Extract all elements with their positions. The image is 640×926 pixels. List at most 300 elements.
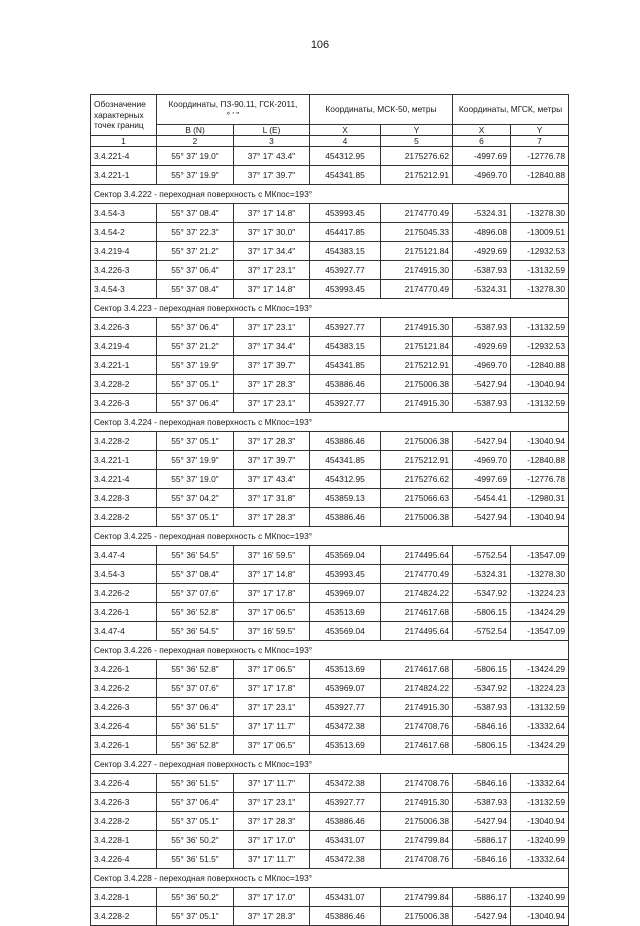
section-title: Сектор 3.4.222 - переходная поверхность с МКпос=193° bbox=[91, 185, 569, 204]
msk-y-cell: 2175045.33 bbox=[381, 223, 453, 242]
longitude-cell: 37° 17' 06.5" bbox=[234, 603, 310, 622]
mgsk-y-cell: -13040.94 bbox=[511, 508, 569, 527]
table-row bbox=[91, 831, 569, 850]
table-row bbox=[91, 907, 569, 926]
point-designation-cell: 3.4.226-4 bbox=[91, 774, 157, 793]
mgsk-y-cell: -13424.29 bbox=[511, 660, 569, 679]
longitude-cell: 37° 17' 39.7" bbox=[234, 356, 310, 375]
mgsk-x-cell: -5806.15 bbox=[453, 603, 511, 622]
table-row bbox=[91, 451, 569, 470]
msk-x-cell: 454341.85 bbox=[310, 356, 381, 375]
longitude-cell: 37° 17' 23.1" bbox=[234, 698, 310, 717]
msk-y-cell: 2175212.91 bbox=[381, 166, 453, 185]
mgsk-y-cell: -12840.88 bbox=[511, 166, 569, 185]
column-number: 3 bbox=[234, 136, 310, 147]
table-row bbox=[91, 888, 569, 907]
msk-x-cell: 453927.77 bbox=[310, 394, 381, 413]
msk-y-cell: 2175212.91 bbox=[381, 451, 453, 470]
mgsk-y-cell: -13332.64 bbox=[511, 850, 569, 869]
section-row bbox=[91, 755, 569, 774]
msk-x-cell: 453886.46 bbox=[310, 508, 381, 527]
latitude-cell: 55° 37' 05.1" bbox=[157, 432, 234, 451]
longitude-cell: 37° 17' 23.1" bbox=[234, 394, 310, 413]
msk-y-cell: 2174824.22 bbox=[381, 679, 453, 698]
column-number: 1 bbox=[91, 136, 157, 147]
latitude-cell: 55° 37' 19.9" bbox=[157, 451, 234, 470]
point-designation-cell: 3.4.226-1 bbox=[91, 603, 157, 622]
mgsk-y-cell: -12980.31 bbox=[511, 489, 569, 508]
mgsk-y-cell: -13132.59 bbox=[511, 318, 569, 337]
mgsk-x-cell: -5806.15 bbox=[453, 660, 511, 679]
msk-x-cell: 453993.45 bbox=[310, 565, 381, 584]
mgsk-y-cell: -13547.09 bbox=[511, 546, 569, 565]
table-row bbox=[91, 166, 569, 185]
table-row bbox=[91, 470, 569, 489]
table-row bbox=[91, 736, 569, 755]
table-row bbox=[91, 565, 569, 584]
msk-y-cell: 2174770.49 bbox=[381, 565, 453, 584]
latitude-cell: 55° 37' 07.6" bbox=[157, 679, 234, 698]
mgsk-y-cell: -13224.23 bbox=[511, 584, 569, 603]
header-group-pz90 bbox=[157, 95, 310, 125]
latitude-cell: 55° 36' 50.2" bbox=[157, 831, 234, 850]
mgsk-y-cell: -13132.59 bbox=[511, 793, 569, 812]
msk-y-cell: 2175212.91 bbox=[381, 356, 453, 375]
latitude-cell: 55° 36' 54.5" bbox=[157, 622, 234, 641]
section-title: Сектор 3.4.227 - переходная поверхность с МКпос=193° bbox=[91, 755, 569, 774]
mgsk-x-cell: -5324.31 bbox=[453, 565, 511, 584]
msk-x-cell: 454341.85 bbox=[310, 451, 381, 470]
latitude-cell: 55° 37' 06.4" bbox=[157, 793, 234, 812]
table-row bbox=[91, 660, 569, 679]
longitude-cell: 37° 17' 23.1" bbox=[234, 793, 310, 812]
msk-y-cell: 2175276.62 bbox=[381, 470, 453, 489]
header-group-pz90-title: Координаты, ПЗ-90.11, ГСК-2011, bbox=[168, 99, 298, 109]
header-mgsk-y: Y bbox=[511, 125, 569, 136]
point-designation-cell: 3.4.221-1 bbox=[91, 166, 157, 185]
longitude-cell: 37° 16' 59.5" bbox=[234, 546, 310, 565]
mgsk-y-cell: -13332.64 bbox=[511, 774, 569, 793]
mgsk-x-cell: -5752.54 bbox=[453, 546, 511, 565]
msk-y-cell: 2175006.38 bbox=[381, 375, 453, 394]
point-designation-cell: 3.4.226-3 bbox=[91, 793, 157, 812]
column-number: 5 bbox=[381, 136, 453, 147]
header-mgsk-x: X bbox=[453, 125, 511, 136]
msk-y-cell: 2174915.30 bbox=[381, 261, 453, 280]
coordinates-table bbox=[90, 94, 569, 926]
longitude-cell: 37° 17' 06.5" bbox=[234, 736, 310, 755]
latitude-cell: 55° 37' 22.3" bbox=[157, 223, 234, 242]
msk-x-cell: 453927.77 bbox=[310, 318, 381, 337]
mgsk-y-cell: -13424.29 bbox=[511, 603, 569, 622]
point-designation-cell: 3.4.226-1 bbox=[91, 736, 157, 755]
page-number: 106 bbox=[310, 39, 330, 51]
section-title: Сектор 3.4.223 - переходная поверхность с МКпос=193° bbox=[91, 299, 569, 318]
section-title: Сектор 3.4.224 - переходная поверхность с МКпос=193° bbox=[91, 413, 569, 432]
latitude-cell: 55° 36' 52.8" bbox=[157, 603, 234, 622]
mgsk-y-cell: -13240.99 bbox=[511, 888, 569, 907]
table-body bbox=[91, 147, 569, 926]
latitude-cell: 55° 36' 52.8" bbox=[157, 736, 234, 755]
table-row bbox=[91, 622, 569, 641]
mgsk-x-cell: -5427.94 bbox=[453, 432, 511, 451]
latitude-cell: 55° 37' 08.4" bbox=[157, 280, 234, 299]
point-designation-cell: 3.4.221-4 bbox=[91, 470, 157, 489]
msk-x-cell: 453431.07 bbox=[310, 831, 381, 850]
section-row bbox=[91, 299, 569, 318]
latitude-cell: 55° 37' 08.4" bbox=[157, 565, 234, 584]
longitude-cell: 37° 16' 59.5" bbox=[234, 622, 310, 641]
longitude-cell: 37° 17' 43.4" bbox=[234, 470, 310, 489]
longitude-cell: 37° 17' 11.7" bbox=[234, 850, 310, 869]
msk-x-cell: 453513.69 bbox=[310, 603, 381, 622]
mgsk-y-cell: -13278.30 bbox=[511, 204, 569, 223]
point-designation-cell: 3.4.228-2 bbox=[91, 375, 157, 394]
mgsk-x-cell: -5427.94 bbox=[453, 907, 511, 926]
mgsk-x-cell: -4997.69 bbox=[453, 470, 511, 489]
mgsk-y-cell: -13547.09 bbox=[511, 622, 569, 641]
msk-y-cell: 2174770.49 bbox=[381, 204, 453, 223]
longitude-cell: 37° 17' 34.4" bbox=[234, 242, 310, 261]
mgsk-y-cell: -13240.99 bbox=[511, 831, 569, 850]
msk-x-cell: 453859.13 bbox=[310, 489, 381, 508]
table-row bbox=[91, 584, 569, 603]
table-row bbox=[91, 698, 569, 717]
msk-y-cell: 2174708.76 bbox=[381, 850, 453, 869]
msk-y-cell: 2174915.30 bbox=[381, 318, 453, 337]
msk-y-cell: 2175006.38 bbox=[381, 907, 453, 926]
table-row bbox=[91, 603, 569, 622]
point-designation-cell: 3.4.228-2 bbox=[91, 907, 157, 926]
latitude-cell: 55° 36' 50.2" bbox=[157, 888, 234, 907]
point-designation-cell: 3.4.228-3 bbox=[91, 489, 157, 508]
mgsk-x-cell: -4929.69 bbox=[453, 242, 511, 261]
msk-x-cell: 453927.77 bbox=[310, 698, 381, 717]
point-designation-cell: 3.4.226-2 bbox=[91, 679, 157, 698]
longitude-cell: 37° 17' 17.0" bbox=[234, 831, 310, 850]
point-designation-cell: 3.4.54-3 bbox=[91, 565, 157, 584]
point-designation-cell: 3.4.226-4 bbox=[91, 850, 157, 869]
latitude-cell: 55° 37' 04.2" bbox=[157, 489, 234, 508]
table-row bbox=[91, 812, 569, 831]
header-group-msk50: Координаты, МСК-50, метры bbox=[310, 95, 453, 125]
msk-x-cell: 453431.07 bbox=[310, 888, 381, 907]
table-row bbox=[91, 318, 569, 337]
section-row bbox=[91, 641, 569, 660]
table-row bbox=[91, 774, 569, 793]
msk-y-cell: 2174915.30 bbox=[381, 394, 453, 413]
point-designation-cell: 3.4.54-3 bbox=[91, 204, 157, 223]
latitude-cell: 55° 37' 06.4" bbox=[157, 318, 234, 337]
msk-y-cell: 2175006.38 bbox=[381, 812, 453, 831]
msk-y-cell: 2174495.64 bbox=[381, 546, 453, 565]
msk-x-cell: 453969.07 bbox=[310, 584, 381, 603]
longitude-cell: 37° 17' 28.3" bbox=[234, 375, 310, 394]
table-row bbox=[91, 204, 569, 223]
mgsk-x-cell: -5347.92 bbox=[453, 679, 511, 698]
msk-x-cell: 453472.38 bbox=[310, 717, 381, 736]
msk-y-cell: 2174708.76 bbox=[381, 774, 453, 793]
mgsk-x-cell: -5427.94 bbox=[453, 812, 511, 831]
mgsk-y-cell: -12932.53 bbox=[511, 242, 569, 261]
msk-y-cell: 2174708.76 bbox=[381, 717, 453, 736]
latitude-cell: 55° 36' 51.5" bbox=[157, 774, 234, 793]
point-designation-cell: 3.4.228-2 bbox=[91, 432, 157, 451]
msk-y-cell: 2175006.38 bbox=[381, 432, 453, 451]
msk-x-cell: 453886.46 bbox=[310, 375, 381, 394]
msk-y-cell: 2174915.30 bbox=[381, 698, 453, 717]
msk-y-cell: 2174824.22 bbox=[381, 584, 453, 603]
table-row bbox=[91, 356, 569, 375]
latitude-cell: 55° 37' 05.1" bbox=[157, 812, 234, 831]
msk-x-cell: 453472.38 bbox=[310, 774, 381, 793]
header-l-e: L (E) bbox=[234, 125, 310, 136]
msk-y-cell: 2174915.30 bbox=[381, 793, 453, 812]
table-header bbox=[91, 95, 569, 147]
table-row bbox=[91, 280, 569, 299]
header-b-n: B (N) bbox=[157, 125, 234, 136]
msk-y-cell: 2174617.68 bbox=[381, 660, 453, 679]
msk-x-cell: 453569.04 bbox=[310, 546, 381, 565]
point-designation-cell: 3.4.54-2 bbox=[91, 223, 157, 242]
latitude-cell: 55° 37' 06.4" bbox=[157, 261, 234, 280]
msk-x-cell: 453927.77 bbox=[310, 261, 381, 280]
table-row bbox=[91, 223, 569, 242]
mgsk-x-cell: -5846.16 bbox=[453, 717, 511, 736]
table-row bbox=[91, 717, 569, 736]
longitude-cell: 37° 17' 17.8" bbox=[234, 679, 310, 698]
longitude-cell: 37° 17' 31.8" bbox=[234, 489, 310, 508]
msk-x-cell: 453472.38 bbox=[310, 850, 381, 869]
mgsk-y-cell: -12776.78 bbox=[511, 470, 569, 489]
latitude-cell: 55° 37' 21.2" bbox=[157, 242, 234, 261]
latitude-cell: 55° 37' 19.0" bbox=[157, 147, 234, 166]
mgsk-y-cell: -13040.94 bbox=[511, 432, 569, 451]
point-designation-cell: 3.4.228-2 bbox=[91, 812, 157, 831]
table-row bbox=[91, 508, 569, 527]
mgsk-x-cell: -5886.17 bbox=[453, 831, 511, 850]
column-number: 6 bbox=[453, 136, 511, 147]
latitude-cell: 55° 37' 05.1" bbox=[157, 907, 234, 926]
latitude-cell: 55° 37' 21.2" bbox=[157, 337, 234, 356]
section-row bbox=[91, 413, 569, 432]
table-row bbox=[91, 242, 569, 261]
mgsk-y-cell: -13278.30 bbox=[511, 280, 569, 299]
mgsk-x-cell: -5886.17 bbox=[453, 888, 511, 907]
mgsk-y-cell: -12840.88 bbox=[511, 451, 569, 470]
mgsk-y-cell: -13009.51 bbox=[511, 223, 569, 242]
point-designation-cell: 3.4.228-1 bbox=[91, 831, 157, 850]
latitude-cell: 55° 36' 51.5" bbox=[157, 717, 234, 736]
longitude-cell: 37° 17' 28.3" bbox=[234, 508, 310, 527]
section-row bbox=[91, 527, 569, 546]
mgsk-x-cell: -4969.70 bbox=[453, 166, 511, 185]
msk-y-cell: 2175276.62 bbox=[381, 147, 453, 166]
point-designation-cell: 3.4.219-4 bbox=[91, 242, 157, 261]
msk-x-cell: 454312.95 bbox=[310, 147, 381, 166]
mgsk-y-cell: -13132.59 bbox=[511, 394, 569, 413]
msk-x-cell: 453969.07 bbox=[310, 679, 381, 698]
mgsk-x-cell: -4969.70 bbox=[453, 356, 511, 375]
mgsk-y-cell: -13332.64 bbox=[511, 717, 569, 736]
mgsk-x-cell: -5454.41 bbox=[453, 489, 511, 508]
msk-x-cell: 453927.77 bbox=[310, 793, 381, 812]
table-row bbox=[91, 147, 569, 166]
msk-x-cell: 453513.69 bbox=[310, 660, 381, 679]
point-designation-cell: 3.4.54-3 bbox=[91, 280, 157, 299]
header-group-pz90-units: ° ' " bbox=[226, 109, 240, 120]
latitude-cell: 55° 37' 19.9" bbox=[157, 356, 234, 375]
header-group-mgsk: Координаты, МГСК, метры bbox=[453, 95, 569, 125]
point-designation-cell: 3.4.221-4 bbox=[91, 147, 157, 166]
longitude-cell: 37° 17' 11.7" bbox=[234, 717, 310, 736]
section-title: Сектор 3.4.228 - переходная поверхность с МКпос=193° bbox=[91, 869, 569, 888]
longitude-cell: 37° 17' 28.3" bbox=[234, 432, 310, 451]
msk-y-cell: 2174617.68 bbox=[381, 603, 453, 622]
longitude-cell: 37° 17' 11.7" bbox=[234, 774, 310, 793]
mgsk-x-cell: -5387.93 bbox=[453, 261, 511, 280]
table-row bbox=[91, 793, 569, 812]
point-designation-cell: 3.4.226-3 bbox=[91, 394, 157, 413]
msk-y-cell: 2175066.63 bbox=[381, 489, 453, 508]
section-title: Сектор 3.4.226 - переходная поверхность с МКпос=193° bbox=[91, 641, 569, 660]
mgsk-x-cell: -5324.31 bbox=[453, 280, 511, 299]
msk-y-cell: 2175121.84 bbox=[381, 337, 453, 356]
point-designation-cell: 3.4.226-3 bbox=[91, 261, 157, 280]
msk-x-cell: 453513.69 bbox=[310, 736, 381, 755]
longitude-cell: 37° 17' 43.4" bbox=[234, 147, 310, 166]
point-designation-cell: 3.4.228-2 bbox=[91, 508, 157, 527]
mgsk-x-cell: -5324.31 bbox=[453, 204, 511, 223]
latitude-cell: 55° 36' 51.5" bbox=[157, 850, 234, 869]
point-designation-cell: 3.4.228-1 bbox=[91, 888, 157, 907]
section-row bbox=[91, 185, 569, 204]
point-designation-cell: 3.4.226-3 bbox=[91, 698, 157, 717]
longitude-cell: 37° 17' 23.1" bbox=[234, 318, 310, 337]
msk-x-cell: 453886.46 bbox=[310, 812, 381, 831]
mgsk-x-cell: -4997.69 bbox=[453, 147, 511, 166]
msk-x-cell: 453993.45 bbox=[310, 280, 381, 299]
longitude-cell: 37° 17' 28.3" bbox=[234, 907, 310, 926]
msk-x-cell: 453886.46 bbox=[310, 432, 381, 451]
mgsk-y-cell: -13040.94 bbox=[511, 812, 569, 831]
section-title: Сектор 3.4.225 - переходная поверхность с МКпос=193° bbox=[91, 527, 569, 546]
latitude-cell: 55° 36' 54.5" bbox=[157, 546, 234, 565]
longitude-cell: 37° 17' 39.7" bbox=[234, 451, 310, 470]
point-designation-cell: 3.4.226-4 bbox=[91, 717, 157, 736]
section-row bbox=[91, 869, 569, 888]
longitude-cell: 37° 17' 17.8" bbox=[234, 584, 310, 603]
table-row bbox=[91, 337, 569, 356]
table-row bbox=[91, 394, 569, 413]
mgsk-y-cell: -13132.59 bbox=[511, 261, 569, 280]
point-designation-cell: 3.4.47-4 bbox=[91, 546, 157, 565]
table-row bbox=[91, 489, 569, 508]
msk-y-cell: 2174770.49 bbox=[381, 280, 453, 299]
point-designation-cell: 3.4.226-1 bbox=[91, 660, 157, 679]
mgsk-x-cell: -4896.08 bbox=[453, 223, 511, 242]
header-point-designation: Обозначение характерных точек границ bbox=[91, 95, 157, 136]
table-row bbox=[91, 432, 569, 451]
point-designation-cell: 3.4.221-1 bbox=[91, 356, 157, 375]
msk-y-cell: 2174799.84 bbox=[381, 831, 453, 850]
mgsk-x-cell: -5427.94 bbox=[453, 508, 511, 527]
point-designation-cell: 3.4.219-4 bbox=[91, 337, 157, 356]
header-msk-y: Y bbox=[381, 125, 453, 136]
mgsk-y-cell: -13278.30 bbox=[511, 565, 569, 584]
msk-x-cell: 454312.95 bbox=[310, 470, 381, 489]
mgsk-x-cell: -5846.16 bbox=[453, 850, 511, 869]
msk-x-cell: 454341.85 bbox=[310, 166, 381, 185]
latitude-cell: 55° 37' 07.6" bbox=[157, 584, 234, 603]
longitude-cell: 37° 17' 14.8" bbox=[234, 565, 310, 584]
column-number: 2 bbox=[157, 136, 234, 147]
table-row bbox=[91, 375, 569, 394]
point-designation-cell: 3.4.226-2 bbox=[91, 584, 157, 603]
longitude-cell: 37° 17' 34.4" bbox=[234, 337, 310, 356]
mgsk-x-cell: -5387.93 bbox=[453, 793, 511, 812]
latitude-cell: 55° 37' 05.1" bbox=[157, 375, 234, 394]
mgsk-y-cell: -13132.59 bbox=[511, 698, 569, 717]
longitude-cell: 37° 17' 39.7" bbox=[234, 166, 310, 185]
mgsk-x-cell: -5427.94 bbox=[453, 375, 511, 394]
msk-y-cell: 2175121.84 bbox=[381, 242, 453, 261]
longitude-cell: 37° 17' 14.8" bbox=[234, 280, 310, 299]
longitude-cell: 37° 17' 14.8" bbox=[234, 204, 310, 223]
mgsk-x-cell: -5806.15 bbox=[453, 736, 511, 755]
mgsk-y-cell: -12776.78 bbox=[511, 147, 569, 166]
mgsk-x-cell: -5387.93 bbox=[453, 698, 511, 717]
msk-x-cell: 454417.85 bbox=[310, 223, 381, 242]
latitude-cell: 55° 37' 08.4" bbox=[157, 204, 234, 223]
mgsk-y-cell: -13040.94 bbox=[511, 375, 569, 394]
table-row bbox=[91, 261, 569, 280]
mgsk-y-cell: -13424.29 bbox=[511, 736, 569, 755]
msk-y-cell: 2174617.68 bbox=[381, 736, 453, 755]
msk-y-cell: 2175006.38 bbox=[381, 508, 453, 527]
msk-y-cell: 2174495.64 bbox=[381, 622, 453, 641]
mgsk-y-cell: -12840.88 bbox=[511, 356, 569, 375]
longitude-cell: 37° 17' 23.1" bbox=[234, 261, 310, 280]
latitude-cell: 55° 37' 19.9" bbox=[157, 166, 234, 185]
mgsk-x-cell: -5347.92 bbox=[453, 584, 511, 603]
latitude-cell: 55° 37' 05.1" bbox=[157, 508, 234, 527]
table-row bbox=[91, 546, 569, 565]
longitude-cell: 37° 17' 17.0" bbox=[234, 888, 310, 907]
msk-x-cell: 454383.15 bbox=[310, 337, 381, 356]
msk-x-cell: 453886.46 bbox=[310, 907, 381, 926]
mgsk-x-cell: -5846.16 bbox=[453, 774, 511, 793]
msk-x-cell: 453569.04 bbox=[310, 622, 381, 641]
header-msk-x: X bbox=[310, 125, 381, 136]
longitude-cell: 37° 17' 06.5" bbox=[234, 660, 310, 679]
msk-x-cell: 453993.45 bbox=[310, 204, 381, 223]
mgsk-y-cell: -13224.23 bbox=[511, 679, 569, 698]
column-number: 7 bbox=[511, 136, 569, 147]
mgsk-x-cell: -5752.54 bbox=[453, 622, 511, 641]
latitude-cell: 55° 37' 19.0" bbox=[157, 470, 234, 489]
mgsk-x-cell: -4969.70 bbox=[453, 451, 511, 470]
latitude-cell: 55° 37' 06.4" bbox=[157, 698, 234, 717]
msk-x-cell: 454383.15 bbox=[310, 242, 381, 261]
point-designation-cell: 3.4.47-4 bbox=[91, 622, 157, 641]
table-row bbox=[91, 850, 569, 869]
mgsk-x-cell: -5387.93 bbox=[453, 394, 511, 413]
longitude-cell: 37° 17' 28.3" bbox=[234, 812, 310, 831]
point-designation-cell: 3.4.221-1 bbox=[91, 451, 157, 470]
mgsk-x-cell: -5387.93 bbox=[453, 318, 511, 337]
mgsk-y-cell: -13040.94 bbox=[511, 907, 569, 926]
